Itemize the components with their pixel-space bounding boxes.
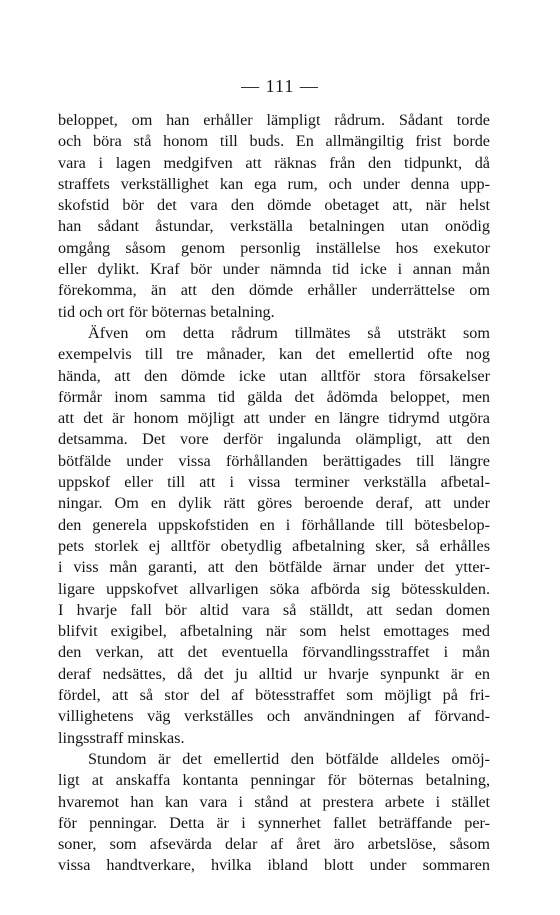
text-line: pets storlek ej alltför obetydlig afbetalning sker, så erhålles xyxy=(58,536,490,555)
page-number: — 111 — xyxy=(241,76,319,96)
text-line: straffets verkställighet kan ega rum, och under denna upp- xyxy=(58,174,490,193)
text-line: ligt at anskaffa kontanta penningar för böternas betalning, xyxy=(58,771,490,790)
text-line: exempelvis till tre månader, kan det emellertid ofte nog xyxy=(58,345,490,364)
text-line: ligare uppskofvet allvarligen söka afbörda sig bötesskulden. xyxy=(58,579,490,598)
text-line: eller dylikt. Kraf bör under nämnda tid icke i annan mån xyxy=(58,260,490,279)
text-line: tid och ort för böternas betalning. xyxy=(58,302,275,321)
text-line: förekomma, än att den dömde erhåller underrättelse om xyxy=(58,281,490,300)
text-line: vara i lagen medgifven att räknas från den tidpunkt, då xyxy=(58,153,490,172)
text-line: och böra stå honom till buds. En allmängiltig frist borde xyxy=(58,132,490,151)
text-line: förmår inom samma tid gälda det ådömda beloppet, men xyxy=(58,387,490,406)
text-line: för penningar. Detta är i synnerhet fallet beträffande per- xyxy=(58,813,490,832)
text-line: att det är honom möjligt att under en längre tidrymd utgöra xyxy=(58,409,490,428)
text-line: den generela uppskofstiden en i förhållande till bötesbelop- xyxy=(58,515,490,534)
text-line: ningar. Om en dylik rätt göres beroende deraf, att under xyxy=(58,494,490,513)
body-text xyxy=(58,110,490,877)
text-line: detsamma. Det vore derför ingalunda olämpligt, att den xyxy=(58,430,490,449)
text-line: uppskof eller till att i vissa terminer verkställa afbetal- xyxy=(58,473,490,492)
text-line: Stundom är det emellertid den bötfälde alldeles omöj- xyxy=(88,749,490,768)
text-line: fördel, att så stor del af bötesstraffet som möjligt på fri- xyxy=(58,686,490,705)
text-line: I hvarje fall bör altid vara så ställdt, att sedan domen xyxy=(58,600,490,619)
text-line: skofstid bör det vara den dömde obetaget att, när helst xyxy=(58,196,490,215)
text-line: bötfälde under vissa förhållanden berättigades till längre xyxy=(58,451,490,470)
text-line: lingsstraff minskas. xyxy=(58,728,185,747)
text-line: villighetens väg verkställes och användningen af förvand- xyxy=(58,707,490,726)
text-line: i viss mån garanti, att den bötfälde ärnar under det ytter- xyxy=(58,558,490,577)
text-line: vissa handtverkare, hvilka ibland blott under sommaren xyxy=(58,856,490,875)
text-line: beloppet, om han erhåller lämpligt rådrum. Sådant torde xyxy=(58,111,490,129)
text-line: han sådant åstundar, verkställa betalningen utan onödig xyxy=(58,217,490,236)
text-line: omgång såsom genom personlig inställelse hos exekutor xyxy=(58,238,490,257)
text-line: hända, att den dömde icke utan alltför stora försakelser xyxy=(58,366,490,385)
text-line: deraf nedsättes, då det ju alltid ur hvarje synpunkt är en xyxy=(58,664,490,683)
text-line: den verkan, att det eventuella förvandlingsstraffet i mån xyxy=(58,643,490,662)
text-line: hvaremot han kan vara i stånd at prestera arbete i stället xyxy=(58,792,490,811)
text-line: soner, som afsevärda delar af året äro arbetslöse, såsom xyxy=(58,835,490,854)
text-line: Äfven om detta rådrum tillmätes så utsträkt som xyxy=(88,323,490,342)
text-line: blifvit exigibel, afbetalning när som helst emottages med xyxy=(58,622,490,641)
